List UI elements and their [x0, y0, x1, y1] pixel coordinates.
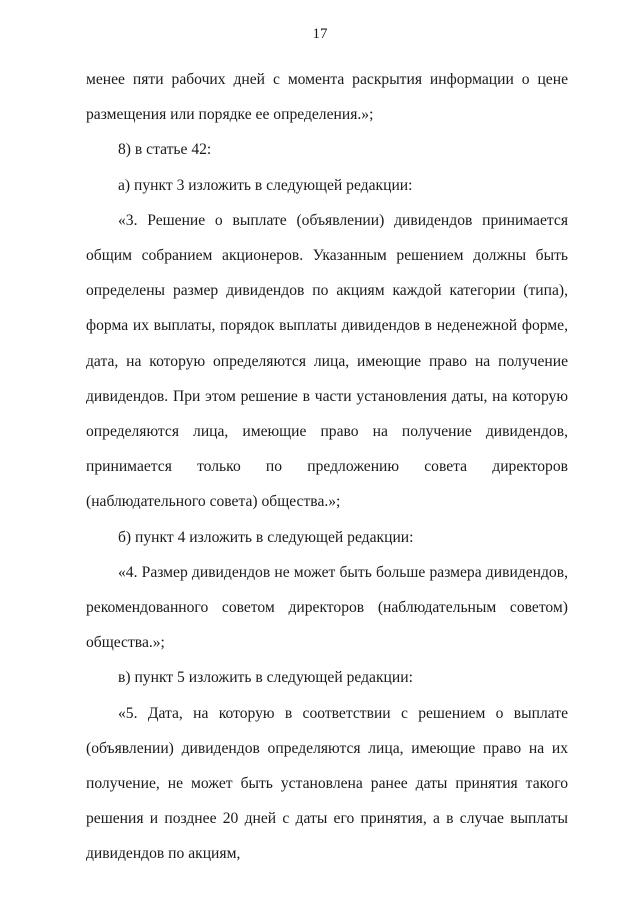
paragraph-article-42: 8) в статье 42:: [118, 141, 212, 159]
paragraph-point-4: «4. Размер дивидендов не может быть больше размера дивидендов, рекомендованного советом директоров (наблюдательным советом) общества.»;: [86, 563, 568, 652]
paragraph-item-b: б) пункт 4 изложить в следующей редакции:: [118, 528, 414, 546]
page-number: 17: [312, 26, 328, 42]
paragraph-point-5: «5. Дата, на которую в соответствии с решением о выплате (объявлении) дивидендов определяются лица, имеющие право на их получение, не может быть установлена ранее даты принятия такого решения и позднее 20 дней с даты его принятия, а в случае выплаты дивидендов по акциям,: [86, 704, 568, 863]
paragraph-point-3: «3. Решение о выплате (объявлении) дивидендов принимается общим собранием акционеров. Указанным решением должны быть определены размер дивидендов по акциям каждой категории (типа), форма их выплаты, порядок выплаты дивидендов в неденежной форме, дата, на которую определяются лица, имеющие право на получение дивидендов. При этом решение в части установления даты, на которую определяются лица, имеющие право на получение дивидендов, принимается только по предложению совета директоров (наблюдательного совета) общества.»;: [86, 211, 568, 511]
paragraph-continuation: менее пяти рабочих дней с момента раскрытия информации о цене размещения или порядке ее определения.»;: [86, 71, 568, 124]
paragraph-item-v: в) пункт 5 изложить в следующей редакции:: [118, 669, 413, 687]
paragraph-item-a: а) пункт 3 изложить в следующей редакции:: [118, 176, 413, 194]
document-body: [86, 62, 568, 872]
